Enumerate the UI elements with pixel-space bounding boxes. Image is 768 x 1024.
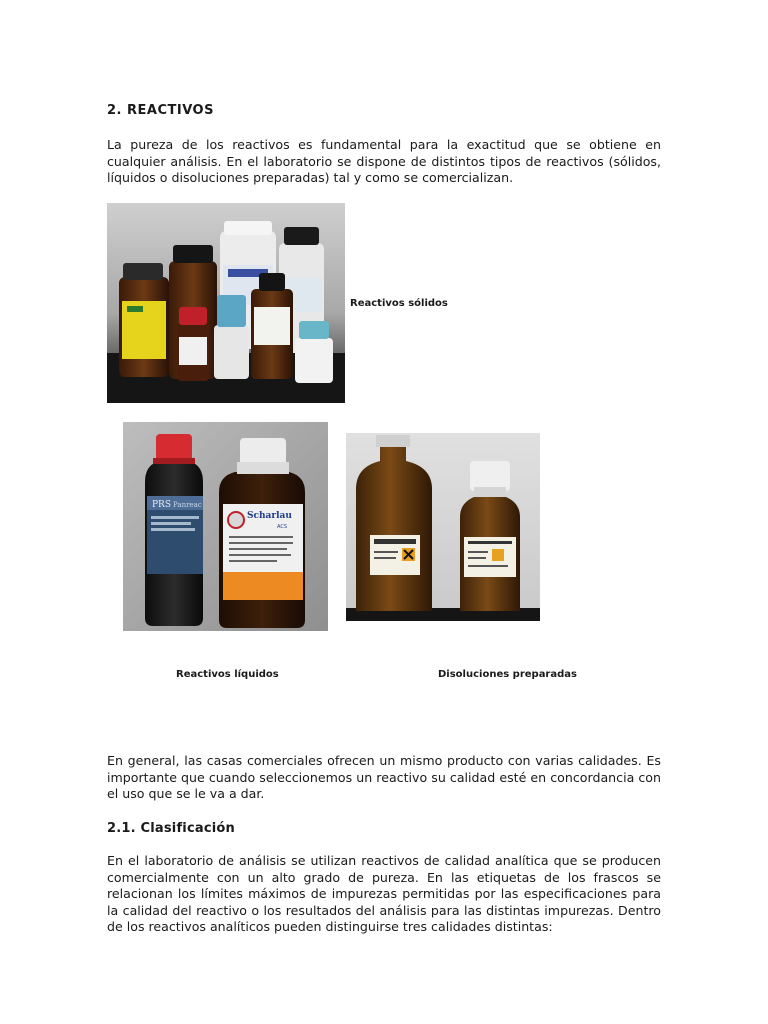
- prs-label-text: PRS: [152, 500, 171, 510]
- classification-paragraph: En el laboratorio de análisis se utilizan reactivos de calidad analítica que se producen comercialmente con un alto grado de pureza. En las etiquetas de los frascos se relacionan los límites máximos de impurezas permitidas por las especificaciones para la calidad del reactivo o los resultados del análisis para las distintas impurezas. Dentro de los reactivos analíticos pueden distinguirse tres calidades distintas:: [107, 853, 661, 934]
- classification-heading: 2.1. Clasificación: [107, 821, 235, 836]
- liquid-reagents-photo: [123, 422, 328, 631]
- panreac-label-text: Panreac: [173, 501, 202, 509]
- intro-paragraph: La pureza de los reactivos es fundamental para la exactitud que se obtiene en cualquier análisis. En el laboratorio se dispone de distintos tipos de reactivos (sólidos, líquidos o disoluciones preparadas) tal y como se comercializan.: [107, 137, 661, 185]
- quality-paragraph: En general, las casas comerciales ofrecen un mismo producto con varias calidades. Es importante que cuando seleccionemos un reactivo su calidad esté en concordancia con el uso que se le va a dar.: [107, 753, 661, 801]
- liquid-reagents-caption: Reactivos líquidos: [176, 669, 279, 680]
- section-title: 2. REACTIVOS: [107, 103, 214, 118]
- prepared-solutions-photo: [346, 433, 540, 621]
- scharlau-label-text: Scharlau: [247, 511, 292, 521]
- solid-reagents-caption: Reactivos sólidos: [350, 298, 448, 309]
- acs-label-text: ACS: [277, 524, 287, 530]
- solid-reagents-photo: [107, 203, 345, 403]
- prepared-solutions-caption: Disoluciones preparadas: [438, 669, 577, 680]
